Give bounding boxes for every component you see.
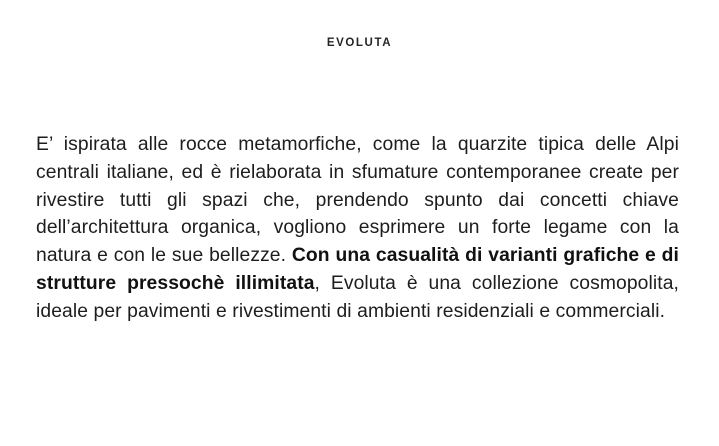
description-paragraph [36,131,679,326]
description-text-bold: Con una casualità di varianti grafiche e di strutture pressochè illimitata [36,245,680,294]
description-text-trailing: , Evoluta è una collezione cosmopolita, ideale per pavimenti e rivestimenti di ambienti residenziali e commerciali. [36,272,679,322]
page-title: EVOLUTA [326,37,393,49]
description-text-leading: E’ ispirata alle rocce metamorfiche, come la quarzite tipica delle Alpi centrali italiane, ed è rielaborata in sfumature contemporanee create per rivestire tutti gli spazi che, prendendo spunto dai concetti chiave dell’architettura organica, vogliono esprimere un forte legame con la natura e con le sue bellezze. [36,134,679,267]
